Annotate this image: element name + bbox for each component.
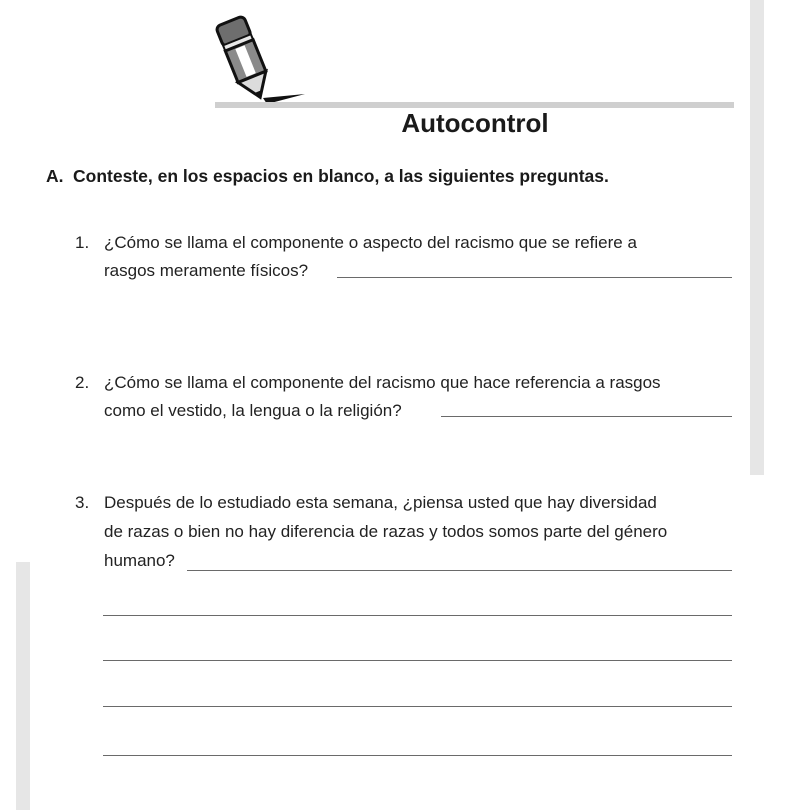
pencil-icon	[205, 12, 315, 104]
section-instruction	[46, 166, 609, 187]
section-text: Conteste, en los espacios en blanco, a las siguientes preguntas.	[73, 166, 609, 186]
right-margin-bar	[750, 0, 764, 475]
answer-line-3[interactable]	[187, 570, 732, 571]
answer-line-5[interactable]	[103, 660, 732, 661]
question-number: 2.	[75, 373, 90, 392]
question-line-2: como el vestido, la lengua o la religión?	[104, 401, 402, 420]
question-line-3: humano?	[104, 551, 175, 570]
left-margin-bar	[16, 562, 30, 810]
page-title: Autocontrol	[401, 108, 549, 138]
question-line-1: ¿Cómo se llama el componente del racismo que hace referencia a rasgos	[104, 373, 661, 392]
section-letter: A.	[46, 166, 64, 186]
question-number: 1.	[75, 233, 90, 252]
answer-line-4[interactable]	[103, 615, 732, 616]
question-line-2: rasgos meramente físicos?	[104, 261, 309, 280]
answer-line-7[interactable]	[103, 755, 732, 756]
answer-line-1[interactable]	[337, 277, 732, 278]
question-line-1: Después de lo estudiado esta semana, ¿piensa usted que hay diversidad	[104, 493, 657, 512]
question-number: 3.	[75, 493, 90, 512]
question-line-2: de razas o bien no hay diferencia de razas y todos somos parte del género	[104, 522, 668, 541]
answer-line-6[interactable]	[103, 706, 732, 707]
question-line-1: ¿Cómo se llama el componente o aspecto del racismo que se refiere a	[104, 233, 637, 252]
answer-line-2[interactable]	[441, 416, 732, 417]
